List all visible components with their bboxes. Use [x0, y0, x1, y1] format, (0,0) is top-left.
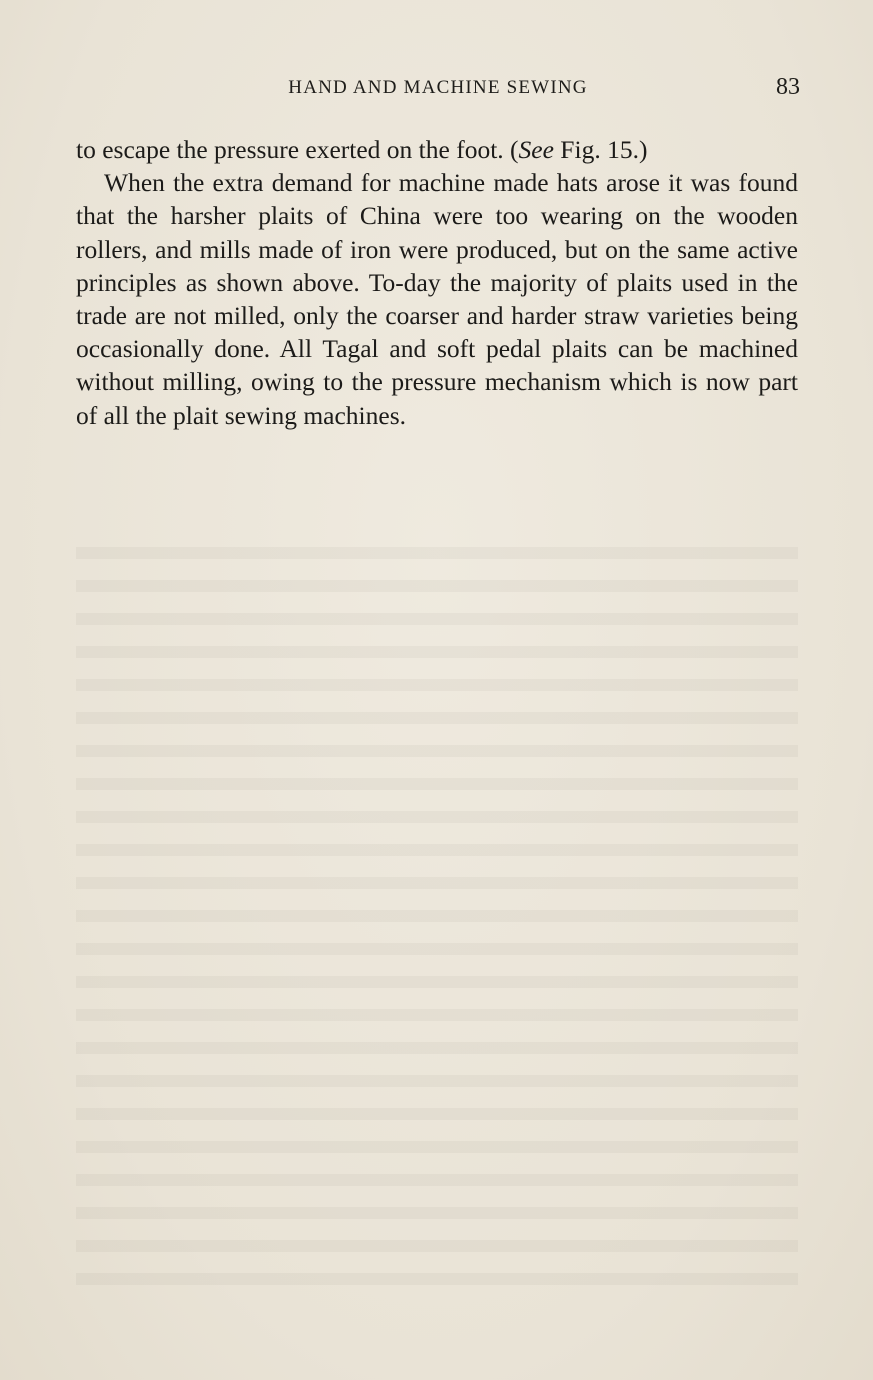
- running-head: HAND AND MACHINE SEWING: [288, 77, 588, 98]
- page-number: 83: [776, 74, 800, 100]
- show-through-texture: [76, 533, 798, 1293]
- paragraph: When the extra demand for machine made hats arose it was found that the harsher plaits of China were too wearing on the wooden rollers, and mills made of iron were produced, but on the same active principles as shown above. To-day the majority of plaits used in the trade are not milled, only the coarser and harder straw varieties being occasionally done. All Tagal and soft pedal plaits can be machined without milling, owing to the pressure mechanism which is now part of all the plait sewing machines.: [76, 168, 798, 430]
- body-text: [76, 133, 798, 432]
- paragraph-continuation: to escape the pressure exerted on the foot. (See Fig. 15.): [76, 135, 648, 164]
- page-header: [76, 74, 800, 104]
